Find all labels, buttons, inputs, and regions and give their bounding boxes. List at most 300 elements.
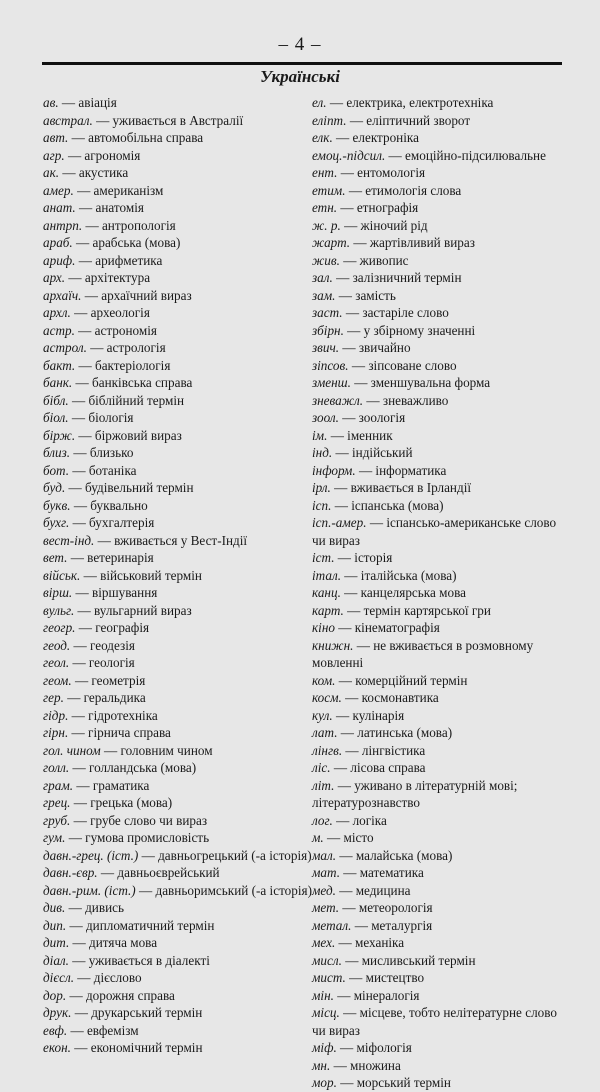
abbreviation: гер. (43, 690, 64, 705)
abbreviation: книжн. (312, 637, 354, 653)
abbreviation-entry (43, 322, 301, 340)
definition: італійська (мова) (360, 567, 457, 583)
abbreviation-entry (43, 567, 301, 585)
abbreviation: карт. (312, 602, 344, 618)
abbreviation: зменш. (312, 375, 351, 390)
abbreviation: мін. (312, 987, 334, 1003)
abbreviation: близ. (43, 445, 71, 460)
abbreviation-entry (43, 147, 301, 165)
abbreviation: зал. (312, 270, 333, 285)
abbreviation-entry (43, 619, 301, 637)
definition: близько (89, 445, 134, 460)
abbreviation-entry (312, 479, 564, 497)
abbreviation-entry (43, 637, 301, 655)
abbreviation: косм. (312, 690, 342, 705)
dash-separator: — (68, 707, 89, 723)
definition: індійський (351, 445, 413, 460)
definition: еліптичний зворот (366, 112, 471, 128)
abbreviation-entry (43, 199, 301, 217)
definition: давньоримський (-а історія) (155, 882, 312, 898)
definition: зневажливо (382, 392, 449, 408)
dash-separator: — (65, 270, 85, 285)
dash-separator: — (75, 252, 96, 268)
abbreviation-entry (43, 234, 301, 252)
abbreviation: архаїч. (43, 287, 82, 303)
abbreviation-entry (312, 567, 564, 585)
dash-separator: — (353, 637, 374, 653)
definition: давньоєврейський (117, 865, 220, 880)
abbreviation: грам. (43, 777, 74, 793)
dash-separator: — (72, 235, 93, 250)
definition: залізничний термін (352, 270, 462, 285)
abbreviation: інд. (312, 445, 333, 460)
dash-separator: — (343, 602, 364, 618)
dash-separator: — (64, 147, 85, 163)
definition: давньогрецький (-а історія) (158, 847, 312, 863)
abbreviation-entry (312, 287, 564, 305)
dash-separator: — (385, 147, 406, 163)
abbreviation: мал. (312, 847, 337, 863)
dash-separator: — (59, 165, 79, 180)
abbreviation-entry (312, 952, 564, 970)
abbreviation: ісп. (312, 497, 332, 513)
abbreviation: вульг. (43, 602, 75, 618)
dash-separator: — (339, 1005, 360, 1020)
abbreviation: араб. (43, 235, 73, 250)
dash-separator: — (97, 865, 118, 880)
definition: кінематографія (354, 620, 440, 635)
definition: електрика, електротехніка (346, 95, 494, 110)
dash-separator: — (330, 480, 351, 495)
abbreviation: мех. (312, 935, 336, 950)
definition: малайська (мова) (355, 847, 453, 863)
abbreviation-entry (312, 339, 564, 357)
abbreviation-entry (312, 199, 564, 217)
abbreviation: біол. (43, 410, 69, 425)
abbreviation: збірн. (312, 322, 344, 338)
abbreviation: голл. (43, 760, 70, 775)
abbreviation-entry (43, 462, 301, 480)
abbreviation: анат. (43, 200, 76, 215)
abbreviation: ком. (312, 672, 336, 688)
abbreviation: антрп. (43, 217, 83, 233)
definition: географія (95, 620, 150, 635)
dash-separator: — (337, 200, 357, 215)
abbreviation: вірш. (43, 585, 73, 600)
abbreviation-entry (43, 549, 301, 567)
abbreviation: астрол. (43, 340, 87, 355)
definition: будівельний термін (85, 480, 194, 495)
definition: медицина (355, 882, 411, 898)
definition: жартівливий вираз (369, 235, 475, 250)
dash-separator: — (350, 235, 370, 250)
dash-separator: — (366, 515, 387, 530)
abbreviation-entry (43, 252, 301, 270)
abbreviation-entry (43, 409, 301, 427)
definition: архаїчний вираз (101, 287, 192, 303)
abbreviation-entry (312, 497, 564, 515)
dash-separator: — (73, 777, 93, 793)
definition: етимологія слова (365, 182, 462, 198)
abbreviation-entry (312, 987, 564, 1005)
dash-separator: — (70, 812, 91, 828)
left-column (43, 94, 312, 1057)
definition: емоційно-підсилювальне (405, 147, 546, 163)
dash-separator: — (69, 515, 90, 530)
definition: агрономія (84, 147, 141, 163)
dash-separator: — (138, 847, 159, 863)
definition: біблійний термін (88, 392, 185, 408)
page-number: – 4 – (278, 34, 322, 55)
abbreviation: військ. (43, 567, 81, 583)
abbreviation: буд. (43, 480, 66, 495)
abbreviation-entry (43, 812, 301, 830)
abbreviation: див. (43, 900, 66, 915)
abbreviation: еліпт. (312, 112, 347, 128)
abbreviation: банк. (43, 375, 73, 390)
definition: ветеринарія (87, 550, 154, 565)
abbreviation-entry (312, 304, 564, 322)
dash-separator: — (73, 182, 94, 198)
abbreviation-entry (312, 182, 564, 200)
dash-separator: — (351, 917, 372, 933)
dash-separator: — (336, 847, 356, 863)
dash-separator: — (331, 497, 352, 513)
abbreviation-entry (312, 934, 564, 952)
abbreviation: мисл. (312, 952, 342, 968)
definition: біржовий вираз (94, 427, 182, 443)
definition: друкарський термін (91, 1005, 203, 1020)
definition: дипломатичний термін (85, 917, 215, 933)
dash-separator: — (74, 322, 95, 338)
dash-separator: — (75, 427, 95, 443)
dash-separator: — (100, 742, 121, 758)
abbreviation-entry (312, 164, 564, 182)
abbreviation-entry (43, 497, 301, 515)
definition: арифметика (95, 252, 163, 268)
dash-separator: — (339, 252, 360, 268)
abbreviation: гірн. (43, 725, 69, 740)
abbreviation-entry (43, 1004, 301, 1022)
abbreviation-entry (43, 392, 301, 410)
dash-separator: — (327, 427, 348, 443)
definition: геологія (88, 655, 135, 670)
definition: живопис (359, 252, 409, 268)
definition: термін картярської гри (363, 602, 491, 618)
definition: іспансько-американське слово чи вираз (312, 515, 557, 548)
dash-separator: — (341, 567, 361, 583)
abbreviation-entry (43, 654, 301, 672)
abbreviation: діал. (43, 952, 69, 968)
abbreviation: зам. (312, 287, 336, 303)
abbreviation: м. (312, 830, 324, 845)
abbreviation-entry (312, 549, 564, 567)
dash-separator: — (336, 1075, 357, 1090)
dash-separator: — (334, 550, 355, 565)
definition: віршування (92, 585, 158, 600)
abbreviation: мн. (312, 1057, 331, 1073)
dash-separator: — (72, 375, 93, 390)
definition: механіка (355, 935, 405, 950)
definition: латинська (мова) (357, 725, 453, 740)
dash-separator: — (326, 95, 347, 110)
abbreviation-entry (312, 689, 564, 707)
abbreviation-entry (43, 374, 301, 392)
dash-separator: — (74, 602, 95, 618)
dash-separator: — (70, 497, 91, 513)
abbreviation: ліс. (312, 760, 331, 775)
abbreviation: авт. (43, 130, 69, 145)
abbreviation-entry (312, 759, 564, 777)
abbreviation-entry (312, 602, 564, 620)
abbreviation-entry (43, 444, 301, 462)
definition: гірнича справа (88, 725, 171, 740)
abbreviation-entry (43, 934, 301, 952)
abbreviation: дор. (43, 987, 67, 1003)
dash-separator: — (67, 1022, 87, 1038)
definition: геометрія (91, 672, 146, 688)
abbreviation-entry (312, 444, 564, 462)
definition: місто (343, 830, 374, 845)
definition: морський термін (356, 1075, 451, 1090)
dash-separator: — (70, 1040, 91, 1055)
dash-separator: — (66, 987, 86, 1003)
abbreviation-entry (43, 882, 312, 900)
abbreviation: вет. (43, 550, 68, 565)
definition: акустика (78, 165, 129, 180)
abbreviation-entry (43, 794, 301, 812)
definition: дієслово (93, 970, 142, 985)
definition: грубе слово чи вираз (90, 812, 208, 828)
abbreviation-entry (43, 864, 301, 882)
abbreviation: дієсл. (43, 970, 74, 985)
right-column (312, 94, 564, 1092)
dash-separator: — (332, 130, 353, 145)
definition: мисливський термін (361, 952, 476, 968)
abbreviation: гідр. (43, 707, 69, 723)
abbreviation: букв. (43, 497, 71, 513)
abbreviation-entry (43, 217, 301, 235)
dash-separator: — (323, 830, 344, 845)
abbreviation: друк. (43, 1005, 72, 1020)
abbreviation: геом. (43, 672, 72, 688)
definition: анатомія (95, 200, 144, 215)
definition: не вживається в розмовному мовленні (312, 637, 534, 670)
abbreviation-entry (312, 409, 564, 427)
abbreviation-entry (43, 829, 301, 847)
definition: електроніка (352, 130, 419, 145)
abbreviation-entry (312, 882, 564, 900)
definition: військовий термін (100, 567, 202, 583)
definition: мінералогія (353, 987, 420, 1003)
dash-separator: — (135, 882, 156, 898)
dash-separator: — (65, 830, 86, 845)
dash-separator: — (68, 410, 89, 425)
abbreviation: елк. (312, 130, 333, 145)
dash-separator: — (346, 112, 367, 128)
definition: вживається в Ірландії (350, 480, 472, 495)
abbreviation-entry (312, 357, 564, 375)
abbreviation: звич. (312, 340, 340, 355)
abbreviation: амер. (43, 182, 74, 198)
definition: авіація (78, 95, 117, 110)
abbreviation-entry (312, 252, 564, 270)
abbreviation: лог. (312, 812, 333, 828)
abbreviation-entry (43, 724, 301, 742)
abbreviation: геол. (43, 655, 70, 670)
abbreviation: емоц.-підсил. (312, 147, 386, 163)
definition: застаріле слово (362, 305, 449, 320)
abbreviation-entry (43, 112, 301, 130)
dash-separator: — (335, 672, 356, 688)
dash-separator: — (65, 900, 86, 915)
abbreviation: кул. (312, 707, 333, 723)
abbreviation: жарт. (312, 235, 351, 250)
definition: дитяча мова (89, 935, 158, 950)
definition: біологія (88, 410, 134, 425)
abbreviation-entry (312, 514, 564, 549)
abbreviation-entry (43, 899, 301, 917)
abbreviation: ент. (312, 165, 338, 180)
dash-separator: — (338, 410, 359, 425)
dash-separator: — (340, 217, 361, 233)
definition: астрономія (94, 322, 157, 338)
abbreviation-entry (43, 917, 301, 935)
abbreviation-entry (43, 304, 301, 322)
dash-separator: — (350, 375, 371, 390)
abbreviation-entry (312, 322, 564, 340)
definition: жіночий рід (360, 217, 428, 233)
definition: ботаніка (88, 462, 137, 478)
abbreviation-entry (312, 217, 564, 235)
abbreviation-entry (312, 147, 564, 165)
definition: вживається у Вест-Індії (114, 532, 248, 548)
abbreviation: грец. (43, 795, 71, 810)
abbreviation: геогр. (43, 620, 76, 635)
abbreviation-entry (312, 899, 564, 917)
abbreviation: етн. (312, 200, 338, 215)
definition: замість (355, 287, 396, 303)
abbreviation: архл. (43, 305, 71, 320)
dash-separator: — (94, 532, 115, 548)
dash-separator: — (65, 480, 86, 495)
definition: логіка (352, 812, 387, 828)
definition: кулінарія (352, 707, 405, 723)
definition: евфемізм (86, 1022, 139, 1038)
abbreviation: ірл. (312, 480, 331, 495)
abbreviation-entry (312, 742, 564, 760)
definition: іспанська (мова) (351, 497, 444, 513)
dash-separator: — (70, 445, 90, 460)
definition: гумова промисловість (85, 830, 210, 845)
definition: звичайно (358, 340, 411, 355)
definition: зіпсоване слово (368, 357, 457, 373)
definition: дивись (85, 900, 124, 915)
abbreviation-entry (43, 777, 301, 795)
abbreviation-entry (312, 1057, 564, 1075)
abbreviation-entry (43, 1022, 301, 1040)
abbreviation: інформ. (312, 462, 356, 478)
abbreviation: агр. (43, 147, 65, 163)
abbreviation: бот. (43, 462, 70, 478)
abbreviation-entry (312, 777, 564, 812)
dash-separator: — (69, 655, 89, 670)
abbreviation-entry (312, 619, 564, 637)
definition: бактеріологія (94, 357, 171, 373)
dash-separator: — (345, 970, 366, 985)
definition: іменник (347, 427, 393, 443)
abbreviation: заст. (312, 305, 343, 320)
abbreviation-entry (43, 182, 301, 200)
abbreviation-entry (43, 987, 301, 1005)
abbreviation: мат. (312, 865, 340, 880)
abbreviation: лат. (312, 725, 338, 740)
dash-separator: — (342, 742, 362, 758)
abbreviation: зоол. (312, 410, 339, 425)
dash-separator: — (63, 690, 84, 705)
dash-separator: — (342, 305, 363, 320)
abbreviation-entry (312, 462, 564, 480)
dash-separator: — (341, 952, 362, 968)
dash-separator: — (334, 777, 355, 793)
dash-separator: — (332, 445, 352, 460)
dash-separator: — (330, 760, 351, 775)
abbreviation-entry (43, 707, 301, 725)
abbreviation-entry (43, 129, 301, 147)
abbreviation-entry (312, 129, 564, 147)
abbreviation-entry (312, 864, 564, 882)
abbreviation: зіпсов. (312, 357, 349, 373)
abbreviation: ариф. (43, 252, 76, 268)
definition: астрологія (106, 340, 166, 355)
dash-separator: — (330, 1057, 351, 1073)
abbreviation: місц. (312, 1005, 340, 1020)
abbreviation-entry (312, 829, 564, 847)
dash-separator: — (68, 392, 89, 408)
abbreviation-entry (43, 94, 301, 112)
abbreviation-entry (43, 269, 301, 287)
abbreviation-entry (312, 1074, 564, 1092)
dash-separator: — (333, 987, 354, 1003)
abbreviation: мет. (312, 900, 340, 915)
abbreviation-entry (43, 479, 301, 497)
abbreviation: ав. (43, 95, 59, 110)
dash-separator: — (70, 795, 91, 810)
dash-separator: — (332, 270, 353, 285)
dash-separator: — (348, 357, 369, 373)
abbreviation-entry (43, 584, 301, 602)
definition: зоологія (358, 410, 406, 425)
abbreviation-entry (43, 164, 301, 182)
abbreviation: бухг. (43, 515, 70, 530)
dash-separator: — (68, 130, 89, 145)
definition: дорожня справа (85, 987, 175, 1003)
definition: комерційний термін (355, 672, 468, 688)
dash-separator: — (332, 812, 353, 828)
abbreviation-entry (43, 602, 301, 620)
abbreviation-entry (43, 742, 301, 760)
abbreviation-entry (312, 637, 564, 672)
definition: геодезія (90, 637, 135, 653)
dash-separator: — (363, 392, 383, 408)
abbreviation: геод. (43, 637, 71, 653)
definition: гідротехніка (88, 707, 158, 723)
definition: архітектура (84, 270, 151, 285)
abbreviation: давн.-грец. (іст.) (43, 847, 139, 863)
abbreviation: зневажл. (312, 392, 364, 408)
abbreviation: гол. чином (43, 742, 101, 758)
dash-separator: — (341, 690, 362, 705)
